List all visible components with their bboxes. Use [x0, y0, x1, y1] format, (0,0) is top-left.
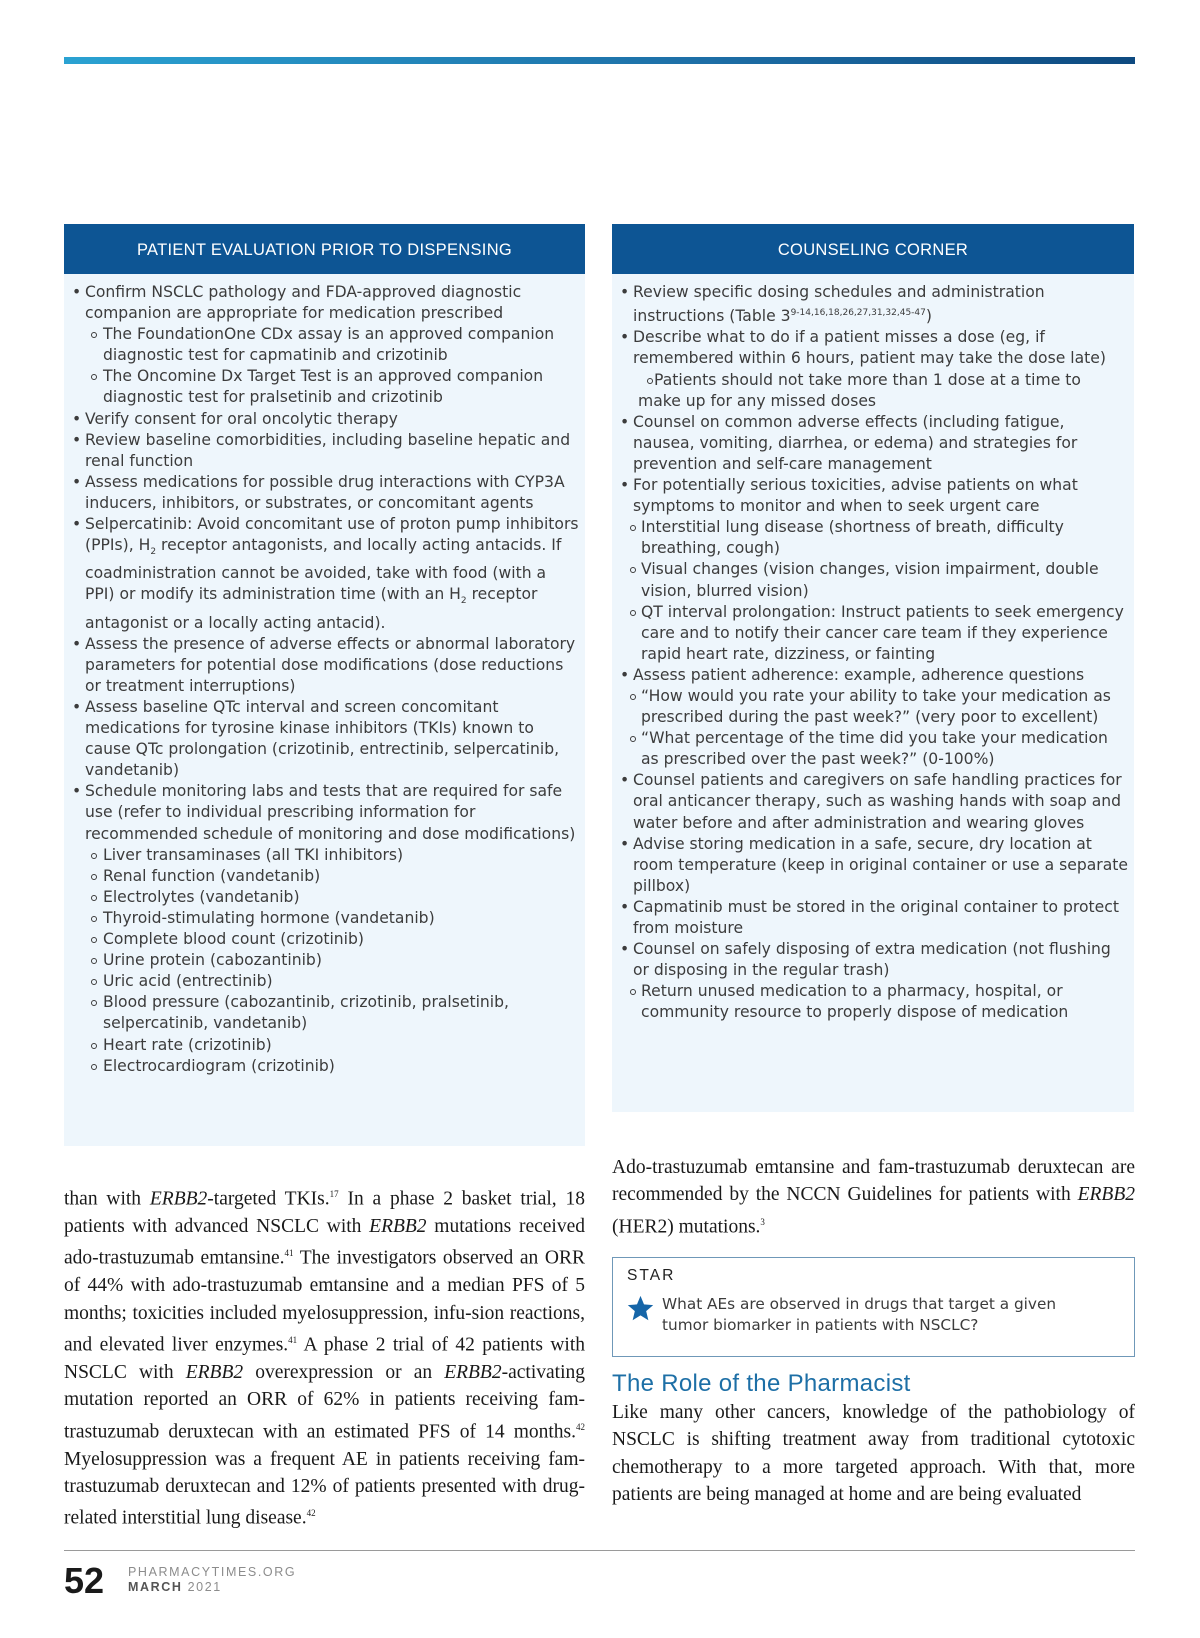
body-paragraph: Ado-trastuzumab emtansine and fam-trastuzumab deruxtecan are recommended by the NCCN Guidelines for patients with ERBB2 (HER2) mutations.$^3$: [612, 1157, 1135, 1238]
star-question-box: [612, 1257, 1135, 1357]
list-subitem: Visual changes (vision changes, vision impairment, double vision, blurred vision): [620, 559, 1128, 601]
list-item: • Counsel on safely disposing of extra medication (not flushing or disposing in the regular trash): [620, 939, 1128, 981]
list-subitem: QT interval prolongation: Instruct patients to seek emergency care and to notify their cancer care team if they experience rapid heart rate, dizziness, or fainting: [620, 602, 1128, 665]
list-item: • Schedule monitoring labs and tests that are required for safe use (refer to individual prescribing information for recommended schedule of monitoring and dose modifications): [72, 781, 579, 844]
list-subitem: Blood pressure (cabozantinib, crizotinib, pralsetinib, selpercatinib, vandetanib): [72, 992, 579, 1034]
list-subitem: Electrolytes (vandetanib): [72, 887, 579, 908]
list-item: • Counsel patients and caregivers on safe handling practices for oral anticancer therapy, such as washing hands with soap and water before and after administration and wearing gloves: [620, 770, 1128, 833]
patient-evaluation-list: [64, 274, 585, 1077]
star-question-text: What AEs are observed in drugs that target a given tumor biomarker in patients with NSCLC?: [662, 1295, 1057, 1334]
list-item: • For potentially serious toxicities, advise patients on what symptoms to monitor and when to seek urgent care: [620, 475, 1128, 517]
list-item: • Assess patient adherence: example, adherence questions: [620, 665, 1128, 686]
list-subitem: Interstitial lung disease (shortness of breath, difficulty breathing, cough): [620, 517, 1128, 559]
body-paragraph: Like many other cancers, knowledge of the pathobiology of NSCLC is shifting treatment away from traditional cytotoxic chemotherapy to a more targeted approach. With that, more patients are being managed at home and are being evaluated: [612, 1402, 1135, 1506]
list-item: • Review baseline comorbidities, including baseline hepatic and renal function: [72, 430, 579, 472]
list-item: • Capmatinib must be stored in the original container to protect from moisture: [620, 897, 1128, 939]
list-subitem: Uric acid (entrectinib): [72, 971, 579, 992]
counseling-corner-title: COUNSELING CORNER: [612, 224, 1134, 274]
list-item: • Confirm NSCLC pathology and FDA-approved diagnostic companion are appropriate for medication prescribed: [72, 282, 579, 324]
counseling-corner-box: [612, 224, 1134, 1112]
star-label: STAR: [627, 1267, 676, 1284]
list-subitem: The Oncomine Dx Target Test is an approved companion diagnostic test for pralsetinib and crizotinib: [72, 366, 579, 408]
list-subitem: Heart rate (crizotinib): [72, 1035, 579, 1056]
publication-info: [128, 1565, 296, 1595]
list-item: • Verify consent for oral oncolytic therapy: [72, 409, 579, 430]
list-item: • Assess the presence of adverse effects or abnormal laboratory parameters for potential dose modifications (dose reductions or treatment interruptions): [72, 634, 579, 697]
list-subitem: Patients should not take more than 1 dose at a time to make up for any missed doses: [620, 370, 1128, 412]
list-subitem: Thyroid-stimulating hormone (vandetanib): [72, 908, 579, 929]
body-text-left-column: [64, 1181, 585, 1532]
patient-evaluation-box: [64, 224, 585, 1146]
list-subitem: Complete blood count (crizotinib): [72, 929, 579, 950]
section-heading: The Role of the Pharmacist: [612, 1370, 911, 1397]
list-item: • Assess baseline QTc interval and screen concomitant medications for tyrosine kinase inhibitors (TKIs) known to cause QTc prolongation (crizotinib, entrectinib, selpercatinib, vandetanib): [72, 697, 579, 781]
list-subitem: Liver transaminases (all TKI inhibitors): [72, 845, 579, 866]
list-item: • Counsel on common adverse effects (including fatigue, nausea, vomiting, diarrhea, or edema) and strategies for prevention and self-care management: [620, 412, 1128, 475]
list-subitem: Electrocardiogram (crizotinib): [72, 1056, 579, 1077]
list-subitem: Renal function (vandetanib): [72, 866, 579, 887]
list-subitem: “What percentage of the time did you take your medication as prescribed over the past week?” (0-100%): [620, 728, 1128, 770]
body-paragraph: than with ERBB2-targeted TKIs.$^{17}$ In a phase 2 basket trial, 18 patients with advanced NSCLC with ERBB2 mutations received ado-trastuzumab emtansine.$^{41}$ The investigators observed an ORR of 44% with ado-trastuzumab emtansine and a median PFS of 5 months; toxicities included myelosuppression, infu-sion reactions, and elevated liver enzymes.$^{41}$ A phase 2 trial of 42 patients with NSCLC with ERBB2 overexpression or an ERBB2-activating mutation reported an ORR of 62% in patients receiving fam-trastuzumab deruxtecan with an estimated PFS of 14 months.$^{42}$ Myelosuppression was a frequent AE in patients receiving fam-trastuzumab deruxtecan and 12% of patients presented with drug-related interstitial lung disease.$^{42}$: [64, 1188, 585, 1529]
star-icon: [626, 1294, 655, 1323]
patient-evaluation-title: PATIENT EVALUATION PRIOR TO DISPENSING: [64, 224, 585, 274]
list-item: • Describe what to do if a patient misses a dose (eg, if remembered within 6 hours, patient may take the dose late): [620, 327, 1128, 369]
list-subitem: Urine protein (cabozantinib): [72, 950, 579, 971]
page-number: 52: [64, 1560, 105, 1601]
body-text-right-column-top: [612, 1154, 1135, 1241]
footer-divider: [64, 1550, 1135, 1551]
list-item: • Review specific dosing schedules and administration instructions (Table 3$^{9-14,16,18,26,27,31,32,45-47}$): [620, 282, 1128, 327]
list-item: • Assess medications for possible drug interactions with CYP3A inducers, inhibitors, or substrates, or concomitant agents: [72, 472, 579, 514]
body-text-right-column-bottom: [612, 1399, 1135, 1509]
publication-date: MARCH 2021: [128, 1580, 222, 1594]
counseling-corner-list: [612, 274, 1134, 1023]
top-accent-bar: [64, 57, 1135, 64]
list-subitem: “How would you rate your ability to take your medication as prescribed during the past week?” (very poor to excellent): [620, 686, 1128, 728]
publication-site: PHARMACYTIMES.ORG: [128, 1565, 297, 1579]
list-subitem: Return unused medication to a pharmacy, hospital, or community resource to properly dispose of medication: [620, 981, 1128, 1023]
list-item: • Selpercatinib: Avoid concomitant use of proton pump inhibitors (PPIs), $H_2$ receptor antagonists, and locally acting antacids. If coadministration cannot be avoided, take with food (with a PPI) or modify its administration time (with an $H_2$ receptor antagonist or a locally acting antacid).: [72, 514, 579, 634]
list-subitem: The FoundationOne CDx assay is an approved companion diagnostic test for capmatinib and crizotinib: [72, 324, 579, 366]
list-item: • Advise storing medication in a safe, secure, dry location at room temperature (keep in original container or use a separate pillbox): [620, 834, 1128, 897]
